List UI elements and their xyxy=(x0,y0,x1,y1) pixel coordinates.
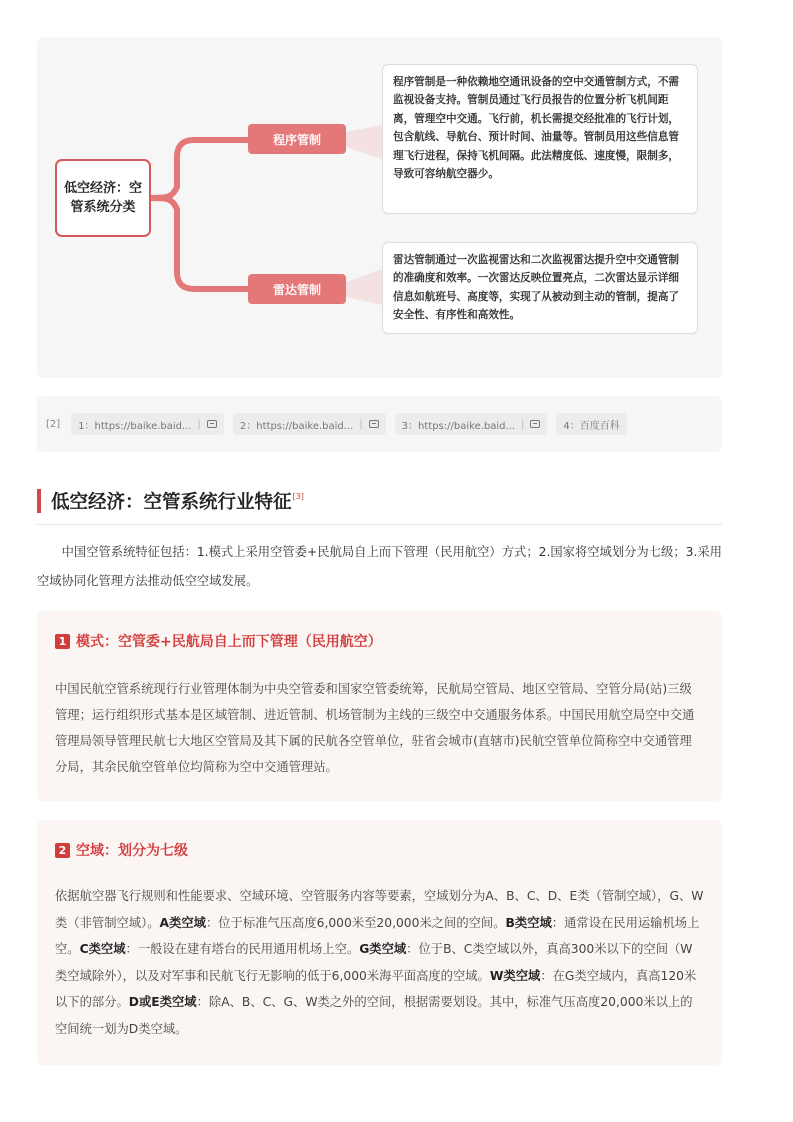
section-title: 低空经济：空管系统行业特征 xyxy=(51,492,292,513)
card-body: 中国民航空管系统现行行业管理体制为中央空管委和国家空管委统筹，民航局空管局、地区空管局、空管分局(站)三级管理；运行组织形式基本是区域管制、进近管制、机场管制为主线的三级空中交通服务体系。中国民用航空局空中交通管理局领导管理民航七大地区空管局及其下属的民航各空管单位，驻省会城市(直辖市)民航空管单位简称空中交通管理分局，其余民航空管单位均简称为空中交通管理站。 xyxy=(55,682,695,774)
section-intro: 中国空管系统特征包括：1.模式上采用空管委+民航局自上而下管理（民用航空）方式；2.国家将空域划分为七级；3.采用空域协同化管理方法推动低空空域发展。 xyxy=(37,545,722,588)
feature-card-mode xyxy=(37,611,722,801)
references-bar xyxy=(37,396,722,452)
class-a-label: A类空域 xyxy=(159,915,206,930)
mindmap-detail-radar: 雷达管制通过一次监视雷达和二次监视雷达提升空中交通管制的准确度和效率。一次雷达反映位置亮点，二次雷达显示详细信息如航班号、高度等，实现了从被动到主动的管制，提高了安全性、有序性和高效性。 xyxy=(382,242,698,334)
heading-accent-bar xyxy=(37,489,41,513)
number-badge: 1 xyxy=(55,634,70,649)
reference-chip-3[interactable] xyxy=(395,413,548,435)
link-icon[interactable] xyxy=(530,420,540,428)
mindmap-detail-procedural: 程序管制是一种依赖地空通讯设备的空中交通管制方式，不需监视设备支持。管制员通过飞行员报告的位置分析飞机间距离，管理空中交通。飞行前，机长需提交经批准的飞行计划，包含航线、导航台、预计时间、油量等。管制员用这些信息管理飞行进程，保持飞机间隔。此法精度低、速度慢，限制多，导致可容纳航空器少。 xyxy=(382,64,698,214)
divider xyxy=(37,524,722,525)
class-a-text: ：位于标准气压高度6,000米至20,000米之间的空间。 xyxy=(205,915,506,930)
separator: | xyxy=(359,418,363,430)
class-w-text: ：在G类空域内，真高120米以下的部分。 xyxy=(55,968,697,1009)
airspace-intro: 依据航空器飞行规则和性能要求、空域环境、空管服务内容等要素，空域划分为A、B、C、D、E类（管制空域），G、W类（非管制空域）。 xyxy=(55,889,704,930)
card-title-text: 空域：划分为七级 xyxy=(76,843,188,859)
class-c-text: ：一般设在建有塔台的民用通用机场上空。 xyxy=(125,942,360,956)
mindmap-root-node: 低空经济：空管系统分类 xyxy=(55,159,151,237)
reference-text: 2：https://baike.baid... xyxy=(239,420,354,432)
class-de-text: ：除A、B、C、G、W类之外的空间，根据需要划设。其中，标准气压高度20,000米以上的空间统一划为D类空域。 xyxy=(55,995,693,1036)
separator: | xyxy=(197,418,201,430)
references-label: [2] xyxy=(46,418,61,430)
link-icon[interactable] xyxy=(207,420,217,428)
class-de-label: D或E类空域 xyxy=(128,995,197,1009)
card-title xyxy=(55,840,188,860)
reference-text: 1：https://baike.baid... xyxy=(78,420,192,432)
card-title-text: 模式：空管委+民航局自上而下管理（民用航空） xyxy=(76,634,382,650)
class-c-label: C类空域 xyxy=(79,942,126,956)
section-heading xyxy=(37,487,304,515)
class-b-label: B类空域 xyxy=(505,915,552,930)
class-w-label: W类空域 xyxy=(489,968,541,983)
class-g-text: ：位于B、C类空域以外，真高300米以下的空间（W类空域除外），以及对军事和民航飞行无影响的低于6,000米海平面高度的空域。 xyxy=(55,942,693,983)
mindmap-branch-radar: 雷达管制 xyxy=(248,274,346,304)
class-g-label: G类空域 xyxy=(359,942,407,956)
class-b-text: ：通常设在民用运输机场上空。 xyxy=(55,915,700,956)
card-title xyxy=(55,631,382,651)
reference-chip-1[interactable] xyxy=(71,413,224,435)
citation-link[interactable]: [3] xyxy=(292,491,304,501)
link-icon[interactable] xyxy=(369,420,379,428)
mindmap-panel xyxy=(37,37,722,378)
reference-text: 4：百度百科 xyxy=(563,420,620,432)
reference-chip-4[interactable] xyxy=(556,413,626,435)
number-badge: 2 xyxy=(55,843,70,858)
feature-card-airspace xyxy=(37,820,722,1065)
reference-text: 3：https://baike.baid... xyxy=(401,420,516,432)
reference-chip-2[interactable] xyxy=(233,413,386,435)
card-body xyxy=(55,883,704,1042)
separator: | xyxy=(521,418,525,430)
mindmap-branch-procedural: 程序管制 xyxy=(248,124,346,154)
